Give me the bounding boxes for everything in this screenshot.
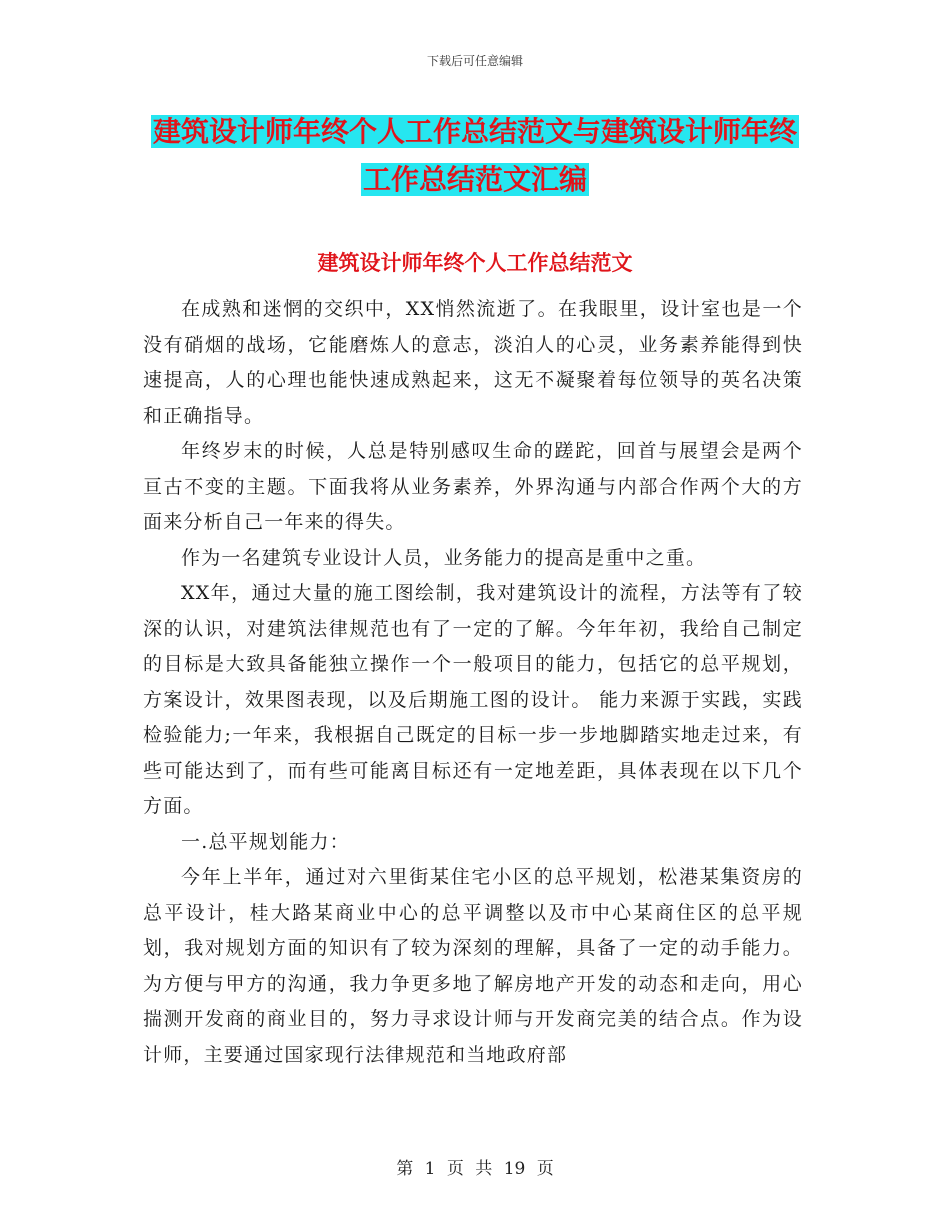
document-title [140,108,810,204]
paragraph: 在成熟和迷惘的交织中，XX悄然流逝了。在我眼里，设计室也是一个没有硝烟的战场，它能磨炼人的意志，淡泊人的心灵，业务素养能得到快速提高，人的心理也能快速成熟起来，这无不凝聚着每位领导的英名决策和正确指导。 [143,298,803,427]
page-footer: 第 1 页 共 19 页 [396,1159,554,1179]
body-text [143,292,803,1073]
paragraph-heading: 一.总平规划能力： [181,830,350,853]
document-title-line1: 建筑设计师年终个人工作总结范文与建筑设计师年终 [152,115,797,148]
header-note: 下载后可任意编辑 [426,54,523,68]
paragraph: 作为一名建筑专业设计人员，业务能力的提高是重中之重。 [181,546,707,569]
section-title: 建筑设计师年终个人工作总结范文 [317,251,633,275]
paragraph: XX年，通过大量的施工图绘制，我对建筑设计的流程，方法等有了较深的认识，对建筑法律规范也有了一定的了解。今年年初，我给自己制定的目标是大致具备能独立操作一个一般项目的能力，包括它的总平规划，方案设计，效果图表现，以及后期施工图的设计。 能力来源于实践，实践检验能力;一年来，我根据自己既定的目标一步一步地脚踏实地走过来，有些可能达到了，而有些可能离目标还有一定地差距，具体表现在以下几个方面。 [143,582,803,817]
document-title-line2: 工作总结范文汇编 [362,163,587,196]
paragraph: 年终岁末的时候，人总是特别感叹生命的蹉跎，回首与展望会是两个亘古不变的主题。下面我将从业务素养，外界沟通与内部合作两个大的方面来分析自己一年来的得失。 [143,440,803,533]
paragraph: 今年上半年，通过对六里街某住宅小区的总平规划，松港某集资房的总平设计，桂大路某商业中心的总平调整以及市中心某商住区的总平规划，我对规划方面的知识有了较为深刻的理解，具备了一定的动手能力。为方便与甲方的沟通，我力争更多地了解房地产开发的动态和走向，用心揣测开发商的商业目的，努力寻求设计师与开发商完美的结合点。作为设计师，主要通过国家现行法律规范和当地政府部 [143,866,803,1066]
